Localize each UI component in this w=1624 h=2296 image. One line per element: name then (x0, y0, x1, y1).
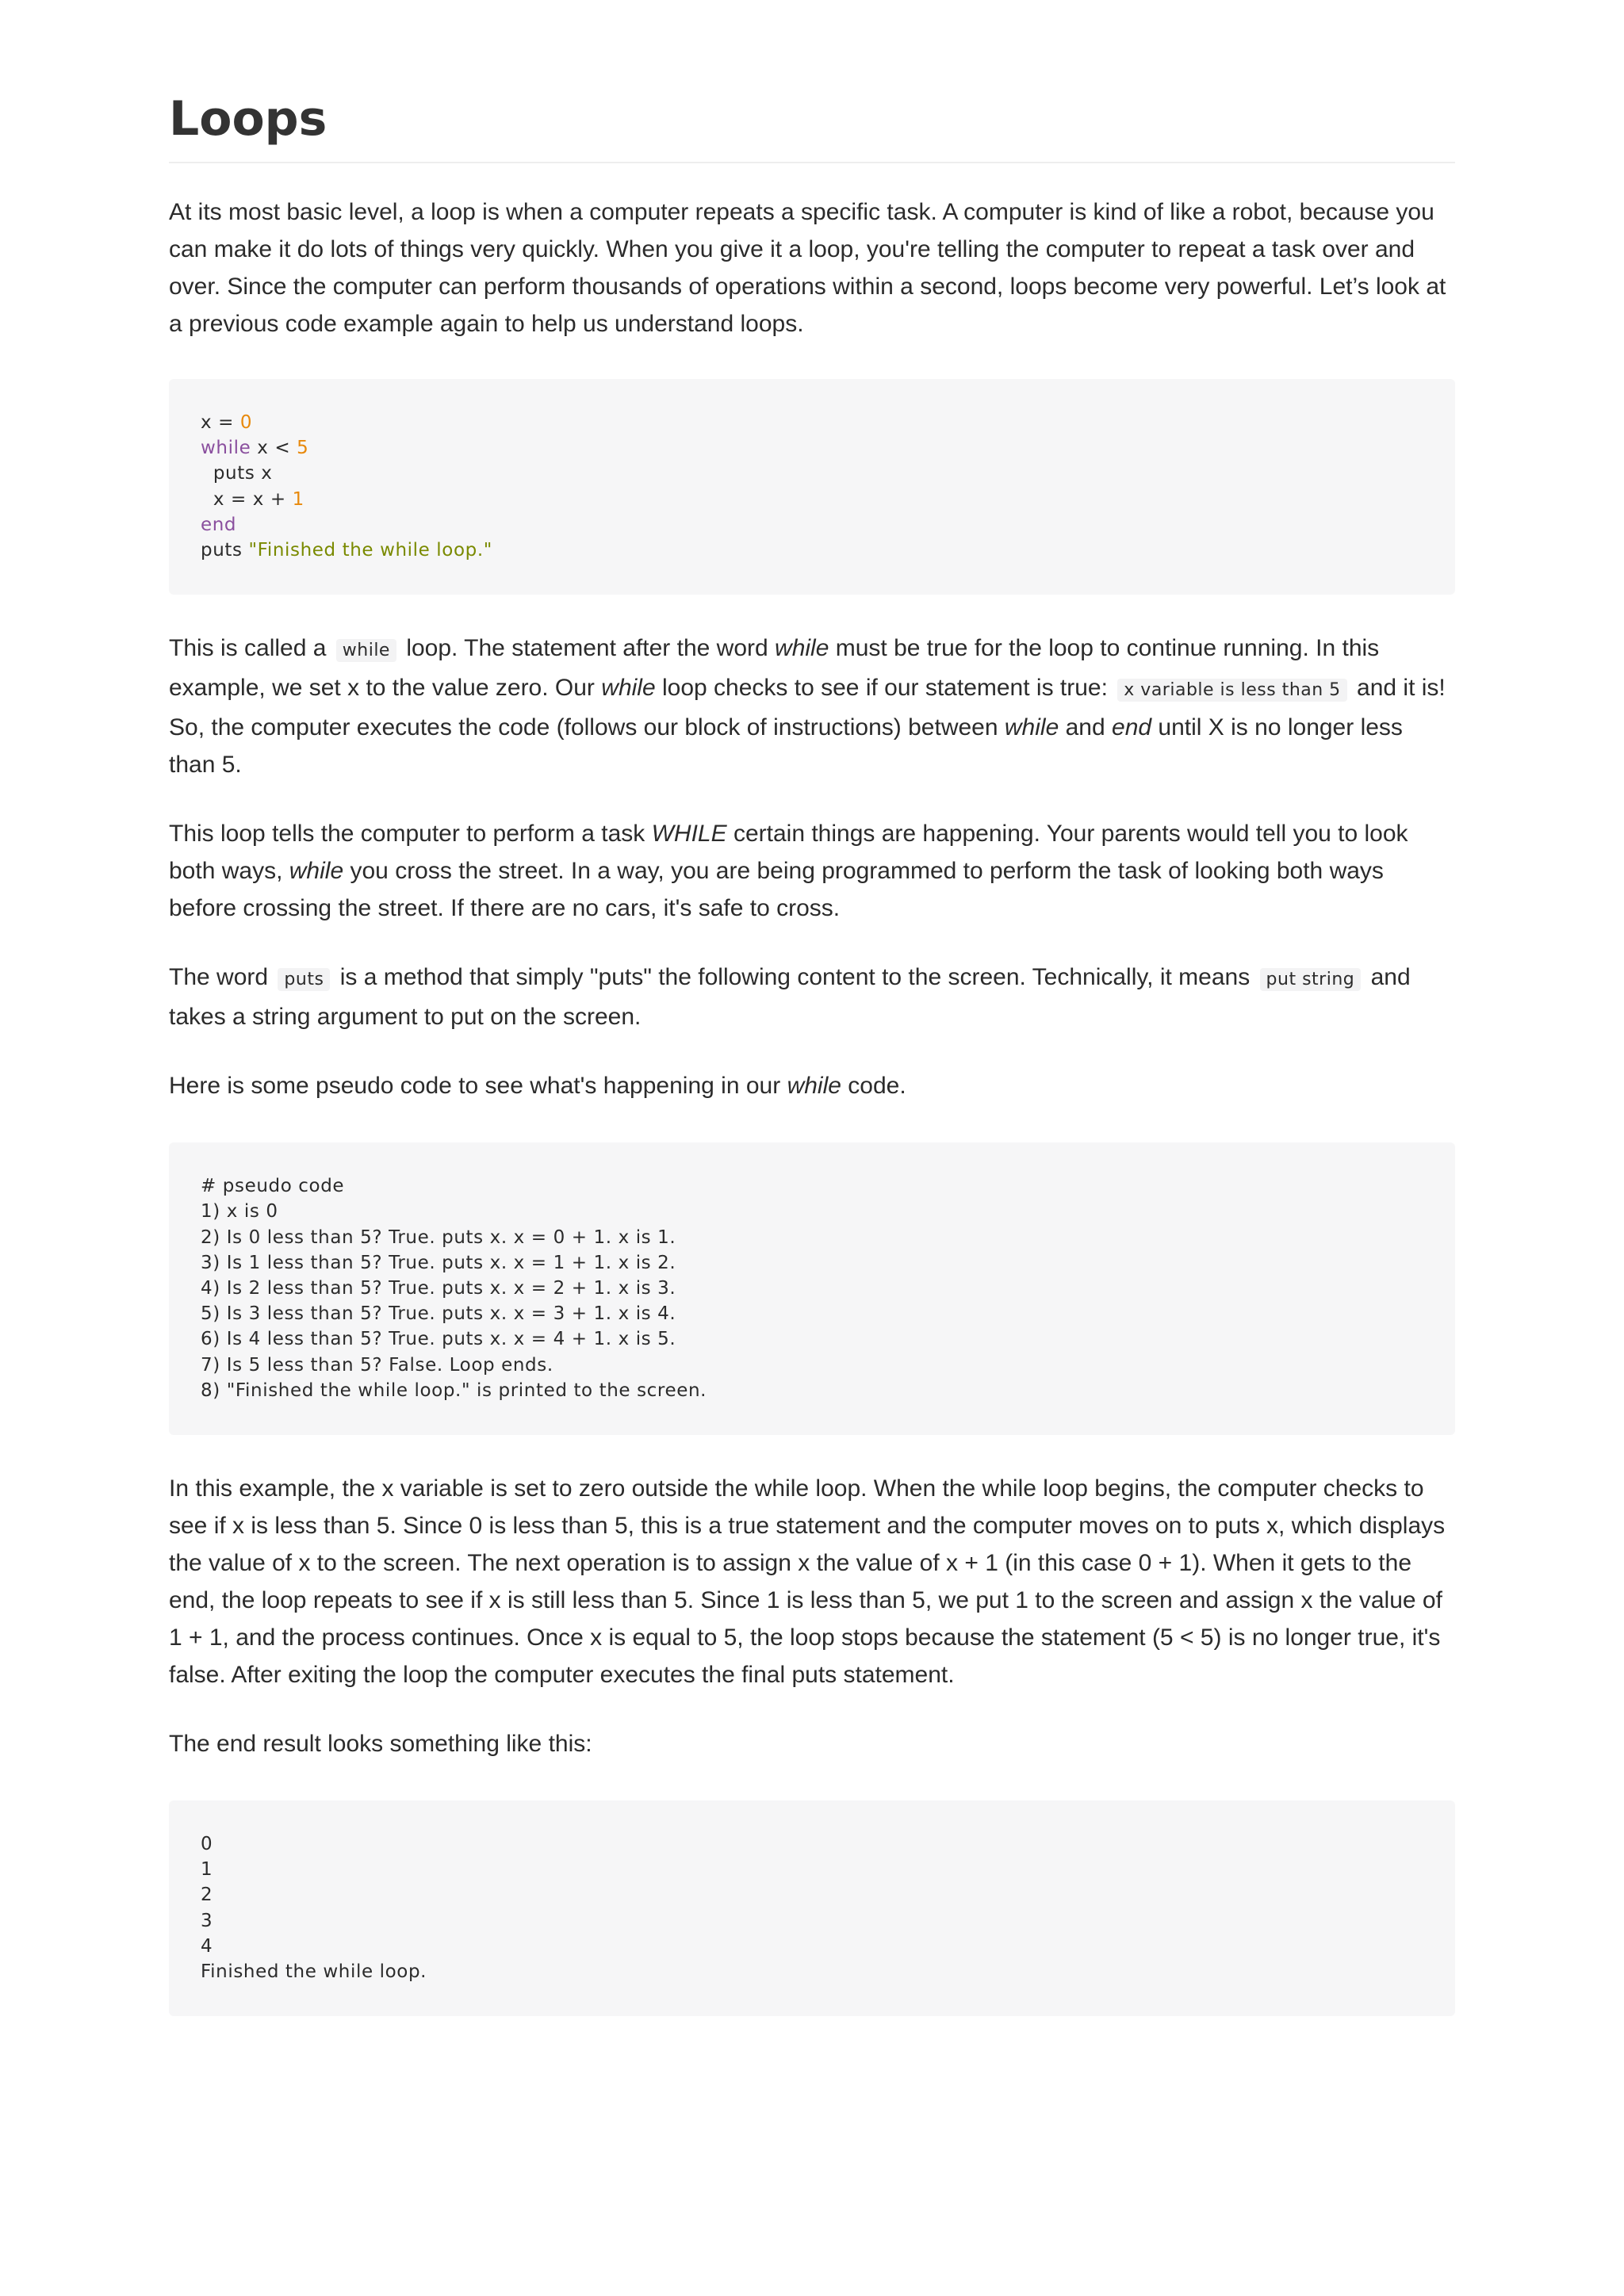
puts-paragraph: The word puts is a method that simply "puts" the following content to the screen. Technically, it means put string and takes a string argument to put on the screen. (169, 964, 1411, 1031)
inline-code-condition: x variable is less than 5 (1117, 679, 1346, 702)
article (169, 87, 1455, 2016)
code-line-6: puts "Finished the while loop." (201, 540, 492, 561)
code-block-output: 0 1 2 3 4 Finished the while loop. (169, 1800, 1455, 2016)
code-line-2: while x < 5 (201, 438, 309, 459)
code-line-5: end (201, 514, 237, 535)
page-title: Loops (169, 87, 1455, 163)
inline-code-while: while (336, 639, 396, 662)
inline-code-puts: puts (278, 968, 330, 991)
street-analogy-paragraph: This loop tells the computer to perform a task WHILE certain things are happening. Your parents would tell you to look both ways, while you cross the street. In a way, you are being programmed to perform the task of looking both ways before crossing the street. If there are no cars, it's safe to cross. (169, 821, 1408, 922)
code-block-while (169, 379, 1455, 595)
intro-paragraph: At its most basic level, a loop is when a computer repeats a specific task. A computer is kind of like a robot, because you can make it do lots of things very quickly. When you give it a loop, you're telling the computer to repeat a task over and over. Since the computer can perform thousands of operations within a second, loops become very powerful. Let’s look at a previous code example again to help us understand loops. (169, 199, 1446, 337)
pseudo-intro-paragraph: Here is some pseudo code to see what's happening in our while code. (169, 1073, 906, 1100)
code-line-4: x = x + 1 (201, 488, 304, 510)
while-explanation-paragraph: This is called a while loop. The statement after the word while must be true for the loop to continue running. In this example, we set x to the value zero. Our while loop checks to see if our statement is true: x variable is less than 5 and it is! So, the computer executes the code (follows our block of instructions) between while and end until X is no longer less than 5. (169, 635, 1446, 779)
detailed-explanation-paragraph: In this example, the x variable is set to zero outside the while loop. When the while loop begins, the computer checks to see if x is less than 5. Since 0 is less than 5, this is a true statement and the computer moves on to puts x, which displays the value of x to the screen. The next operation is to assign x the value of x + 1 (in this case 0 + 1). When it gets to the end, the loop repeats to see if x is still less than 5. Since 1 is less than 5, we put 1 to the screen and assign x the value of 1 + 1, and the process continues. Once x is equal to 5, the loop stops because the statement (5 < 5) is no longer true, it's false. After exiting the loop the computer executes the final puts statement. (169, 1475, 1446, 1689)
result-intro-paragraph: The end result looks something like this: (169, 1731, 592, 1758)
code-line-3: puts x (201, 463, 273, 484)
code-block-pseudo: # pseudo code 1) x is 0 2) Is 0 less than 5? True. puts x. x = 0 + 1. x is 1. 3) Is 1 less than 5? True. puts x. x = 1 + 1. x is 2. 4) Is 2 less than 5? True. puts x. x = 2 + 1. x is 3. 5) Is 3 less than 5? True. puts x. x = 3 + 1. x is 4. 6) Is 4 less than 5? True. puts x. x = 4 + 1. x is 5. 7) Is 5 less than 5? False. Loop ends. 8) "Finished the while loop." is printed to the screen. (169, 1142, 1455, 1435)
code-line-1: x = 0 (201, 412, 253, 433)
inline-code-put-string: put string (1260, 968, 1362, 991)
